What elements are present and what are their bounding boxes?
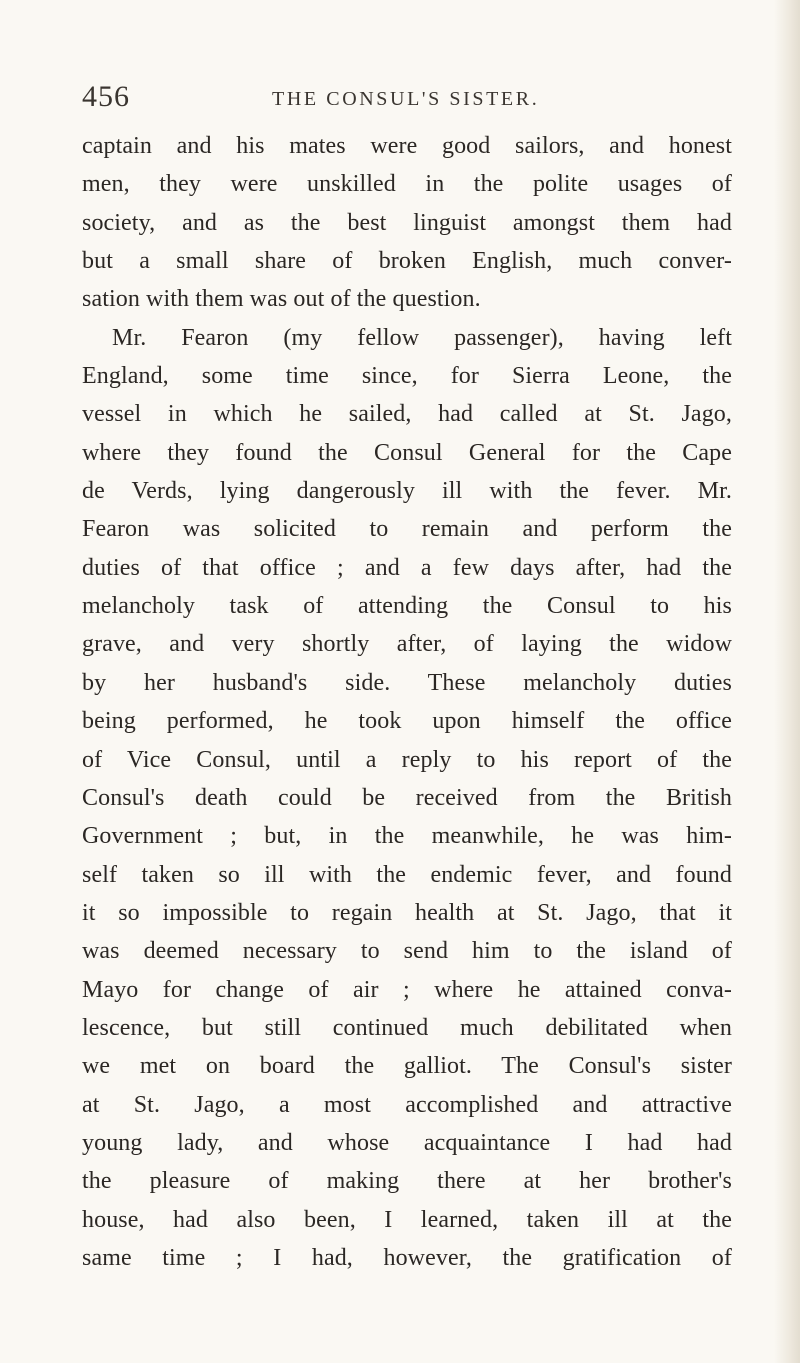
running-head: THE CONSUL'S SISTER. <box>272 88 540 110</box>
text-line: England, some time since, for Sierra Leone, the <box>82 363 732 390</box>
text-line: Government ; but, in the meanwhile, he was him- <box>82 823 732 850</box>
text-line: melancholy task of attending the Consul to his <box>82 593 732 620</box>
text-line: but a small share of broken English, much conver- <box>82 248 732 275</box>
text-line: men, they were unskilled in the polite usages of <box>82 171 732 198</box>
text-line: de Verds, lying dangerously ill with the fever. Mr. <box>82 478 732 505</box>
text-line: Mayo for change of air ; where he attained conva- <box>82 976 732 1003</box>
body-text <box>82 127 732 1277</box>
page-header <box>82 80 732 120</box>
page-number: 456 <box>82 80 130 113</box>
text-line: vessel in which he sailed, had called at St. Jago, <box>82 401 732 428</box>
text-line: Mr. Fearon (my fellow passenger), having left <box>112 324 732 351</box>
text-line: duties of that office ; and a few days after, had the <box>82 554 732 581</box>
text-line: Fearon was solicited to remain and perform the <box>82 516 732 543</box>
text-line: society, and as the best linguist amongst them had <box>82 209 732 236</box>
text-line: lescence, but still continued much debilitated when <box>82 1014 732 1041</box>
text-line: Consul's death could be received from the British <box>82 784 732 811</box>
text-line: being performed, he took upon himself the office <box>82 708 732 735</box>
page-edge-shadow <box>774 0 800 1363</box>
text-line: sation with them was out of the question. <box>82 286 481 313</box>
text-line: young lady, and whose acquaintance I had had <box>82 1129 732 1156</box>
text-line: we met on board the galliot. The Consul's sister <box>82 1053 732 1080</box>
text-line: self taken so ill with the endemic fever, and found <box>82 861 732 888</box>
text-line: same time ; I had, however, the gratification of <box>82 1244 732 1271</box>
text-line: house, had also been, I learned, taken ill at the <box>82 1206 732 1233</box>
text-line: it so impossible to regain health at St. Jago, that it <box>82 899 732 926</box>
text-line: at St. Jago, a most accomplished and attractive <box>82 1091 732 1118</box>
text-line: was deemed necessary to send him to the island of <box>82 938 732 965</box>
text-line: of Vice Consul, until a reply to his report of the <box>82 746 732 773</box>
text-line: grave, and very shortly after, of laying the widow <box>82 631 732 658</box>
text-line: by her husband's side. These melancholy duties <box>82 669 732 696</box>
text-line: where they found the Consul General for the Cape <box>82 439 732 466</box>
text-line: the pleasure of making there at her brother's <box>82 1168 732 1195</box>
text-line: captain and his mates were good sailors, and honest <box>82 133 732 159</box>
